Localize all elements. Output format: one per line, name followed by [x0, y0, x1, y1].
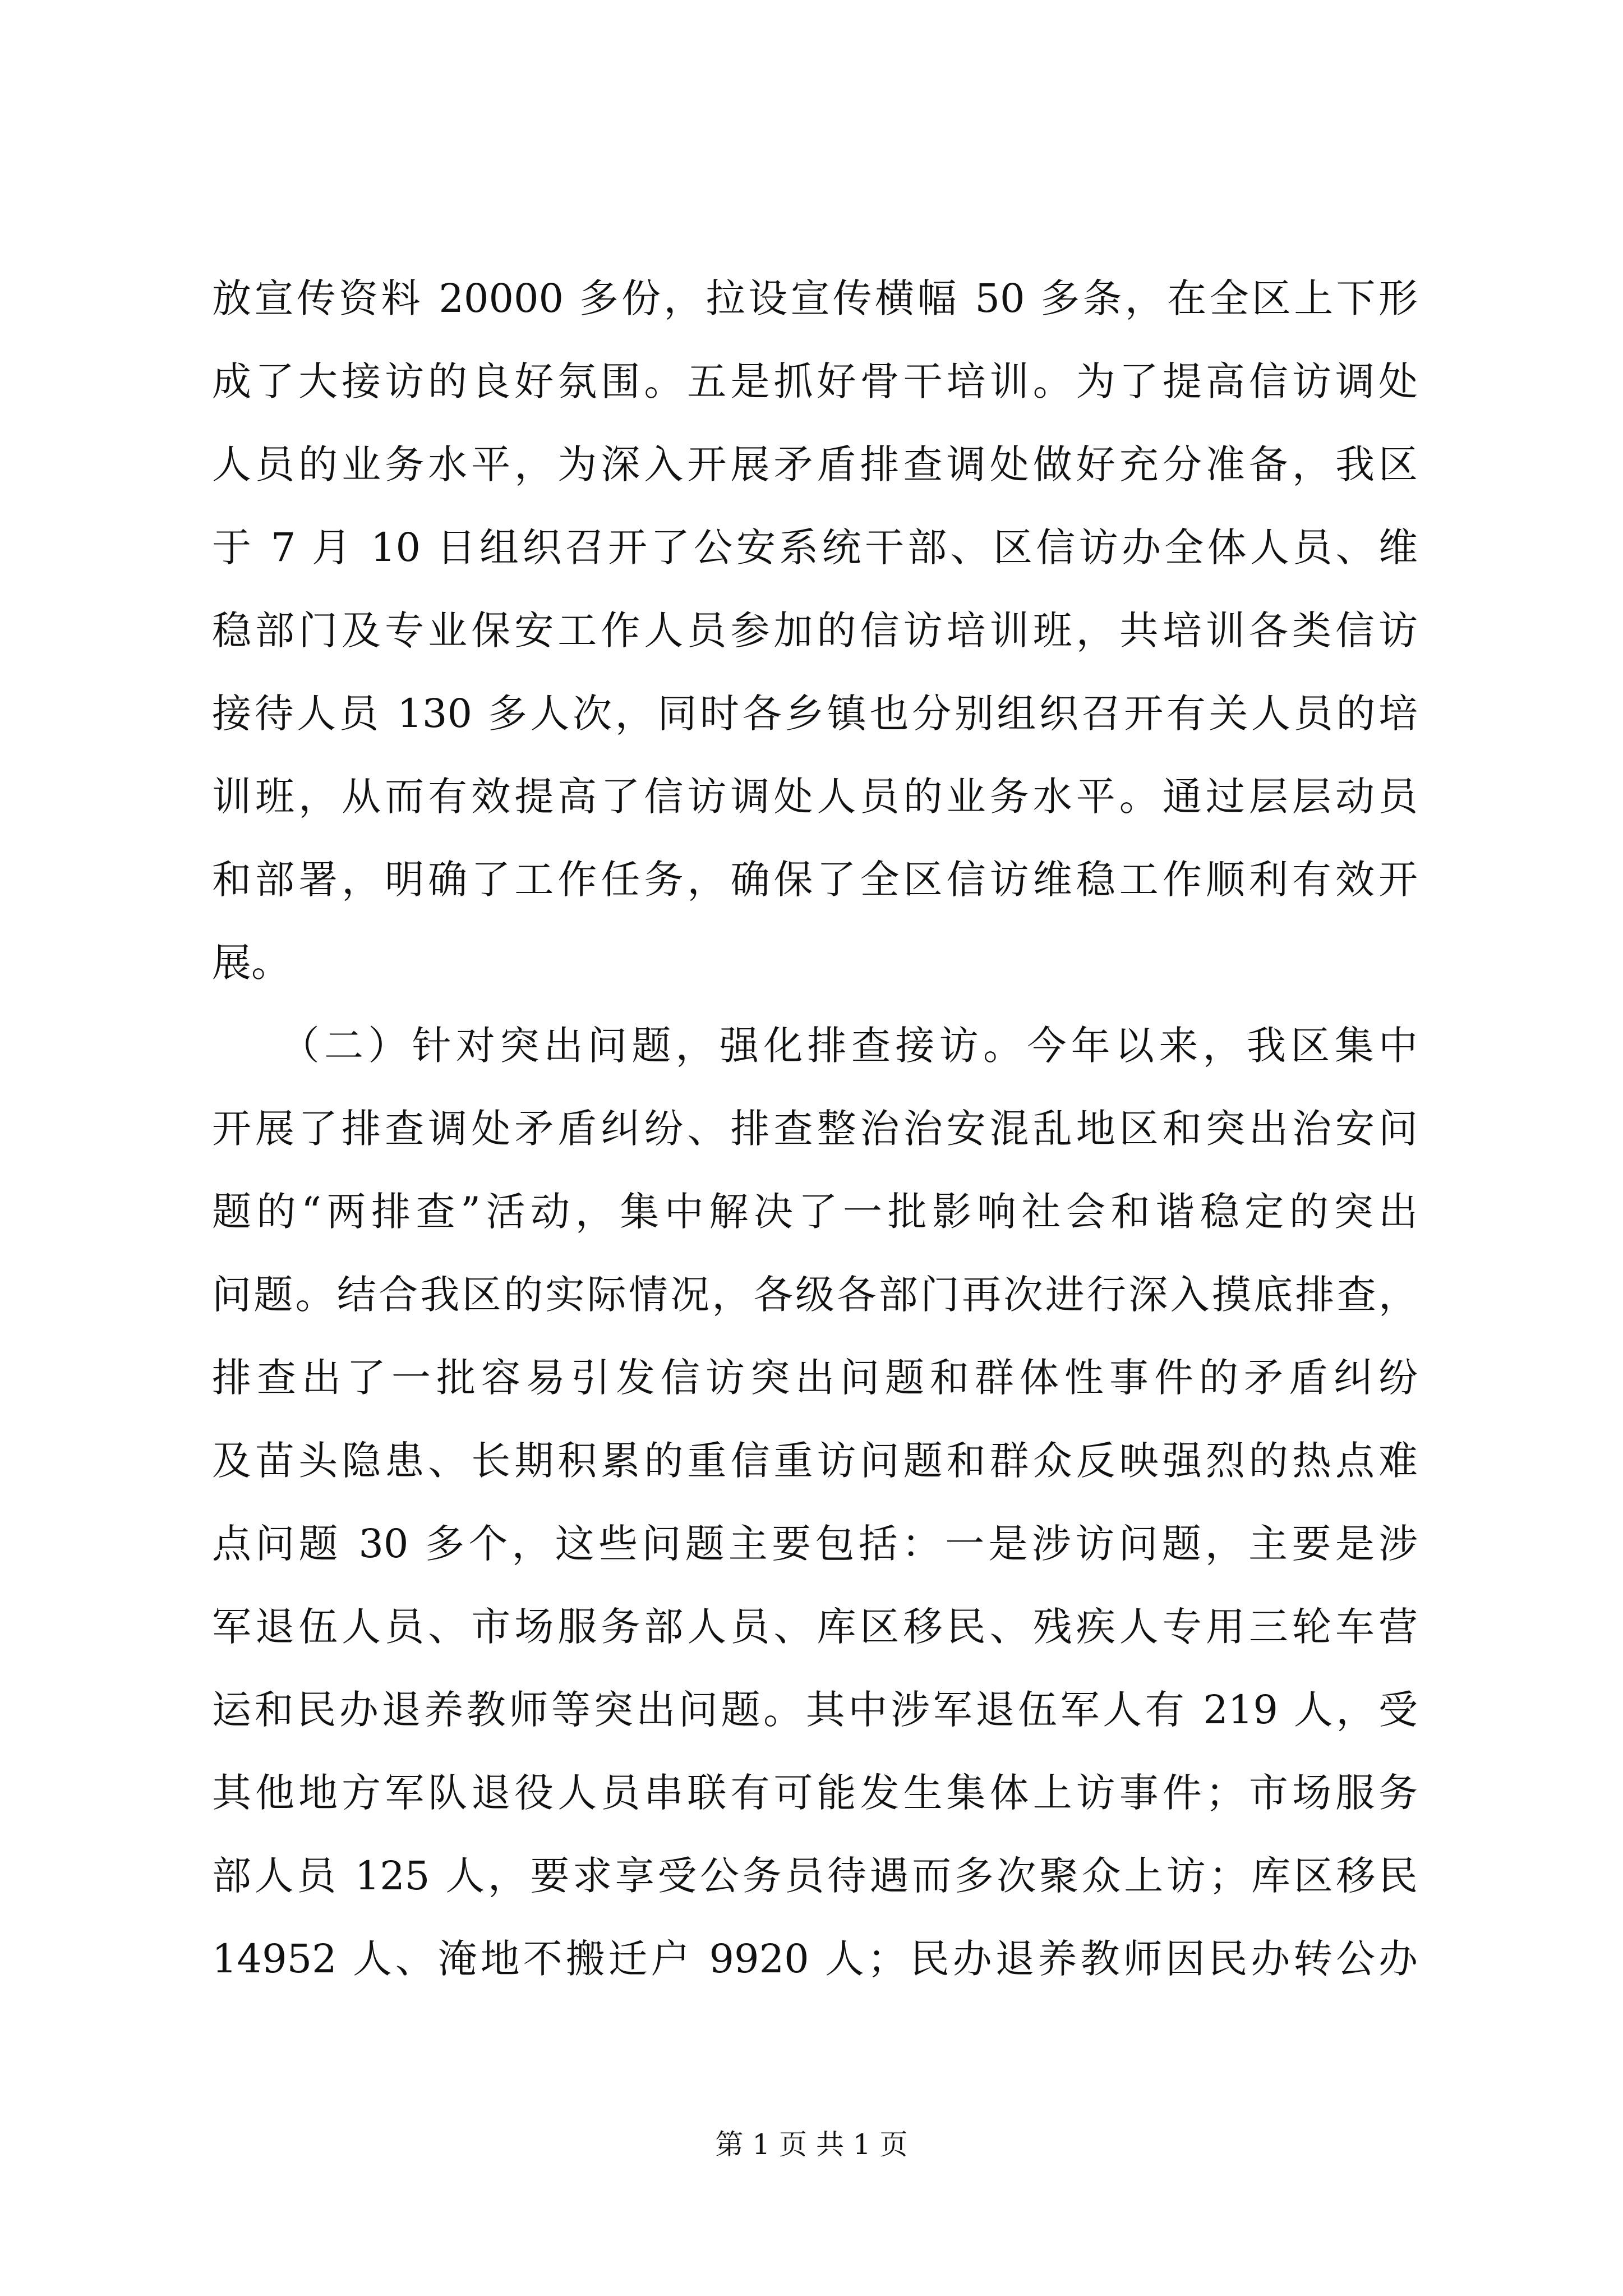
- text-line: 点问题 30 多个，这些问题主要包括：一是涉访问题，主要是涉: [212, 1521, 1418, 1567]
- text-line: 部人员 125 人，要求享受公务员待遇而多次聚众上访；库区移民: [212, 1853, 1418, 1899]
- text-line: 开展了排查调处矛盾纠纷、排查整治治安混乱地区和突出治安问: [212, 1106, 1418, 1152]
- text-line: 14952 人、淹地不搬迁户 9920 人；民办退养教师因民办转公办: [212, 1936, 1418, 1982]
- text-line: 成了大接访的良好氛围。五是抓好骨干培训。为了提高信访调处: [212, 358, 1418, 404]
- text-line: 及苗头隐患、长期积累的重信重访问题和群众反映强烈的热点难: [212, 1438, 1418, 1484]
- page-footer: 第 1 页 共 1 页: [715, 2128, 908, 2161]
- text-line: 于 7 月 10 日组织召开了公安系统干部、区信访办全体人员、维: [212, 524, 1418, 570]
- text-line: 运和民办退养教师等突出问题。其中涉军退伍军人有 219 人，受: [212, 1687, 1418, 1733]
- text-line: 和部署，明确了工作任务，确保了全区信访维稳工作顺利有效开: [212, 857, 1418, 903]
- text-line: 人员的业务水平，为深入开展矛盾排查调处做好充分准备，我区: [212, 441, 1418, 487]
- text-line: 问题。结合我区的实际情况，各级各部门再次进行深入摸底排查，: [212, 1272, 1418, 1318]
- text-line: 展。: [212, 940, 291, 986]
- section-heading-line: （二）针对突出问题，强化排查接访。今年以来，我区集中: [212, 1023, 1418, 1069]
- text-line: 训班，从而有效提高了信访调处人员的业务水平。通过层层动员: [212, 774, 1418, 820]
- text-line: 军退伍人员、市场服务部人员、库区移民、残疾人专用三轮车营: [212, 1604, 1418, 1650]
- text-line: 其他地方军队退役人员串联有可能发生集体上访事件；市场服务: [212, 1770, 1418, 1816]
- text-line: 排查出了一批容易引发信访突出问题和群体性事件的矛盾纠纷: [212, 1355, 1418, 1401]
- body-text: [212, 257, 1418, 2000]
- text-line: 接待人员 130 多人次，同时各乡镇也分别组织召开有关人员的培: [212, 691, 1418, 737]
- text-line: 稳部门及专业保安工作人员参加的信访培训班，共培训各类信访: [212, 608, 1418, 654]
- text-line: 放宣传资料 20000 多份，拉设宣传横幅 50 多条，在全区上下形: [212, 275, 1418, 321]
- text-line: 题的“两排查”活动，集中解决了一批影响社会和谐稳定的突出: [212, 1189, 1418, 1235]
